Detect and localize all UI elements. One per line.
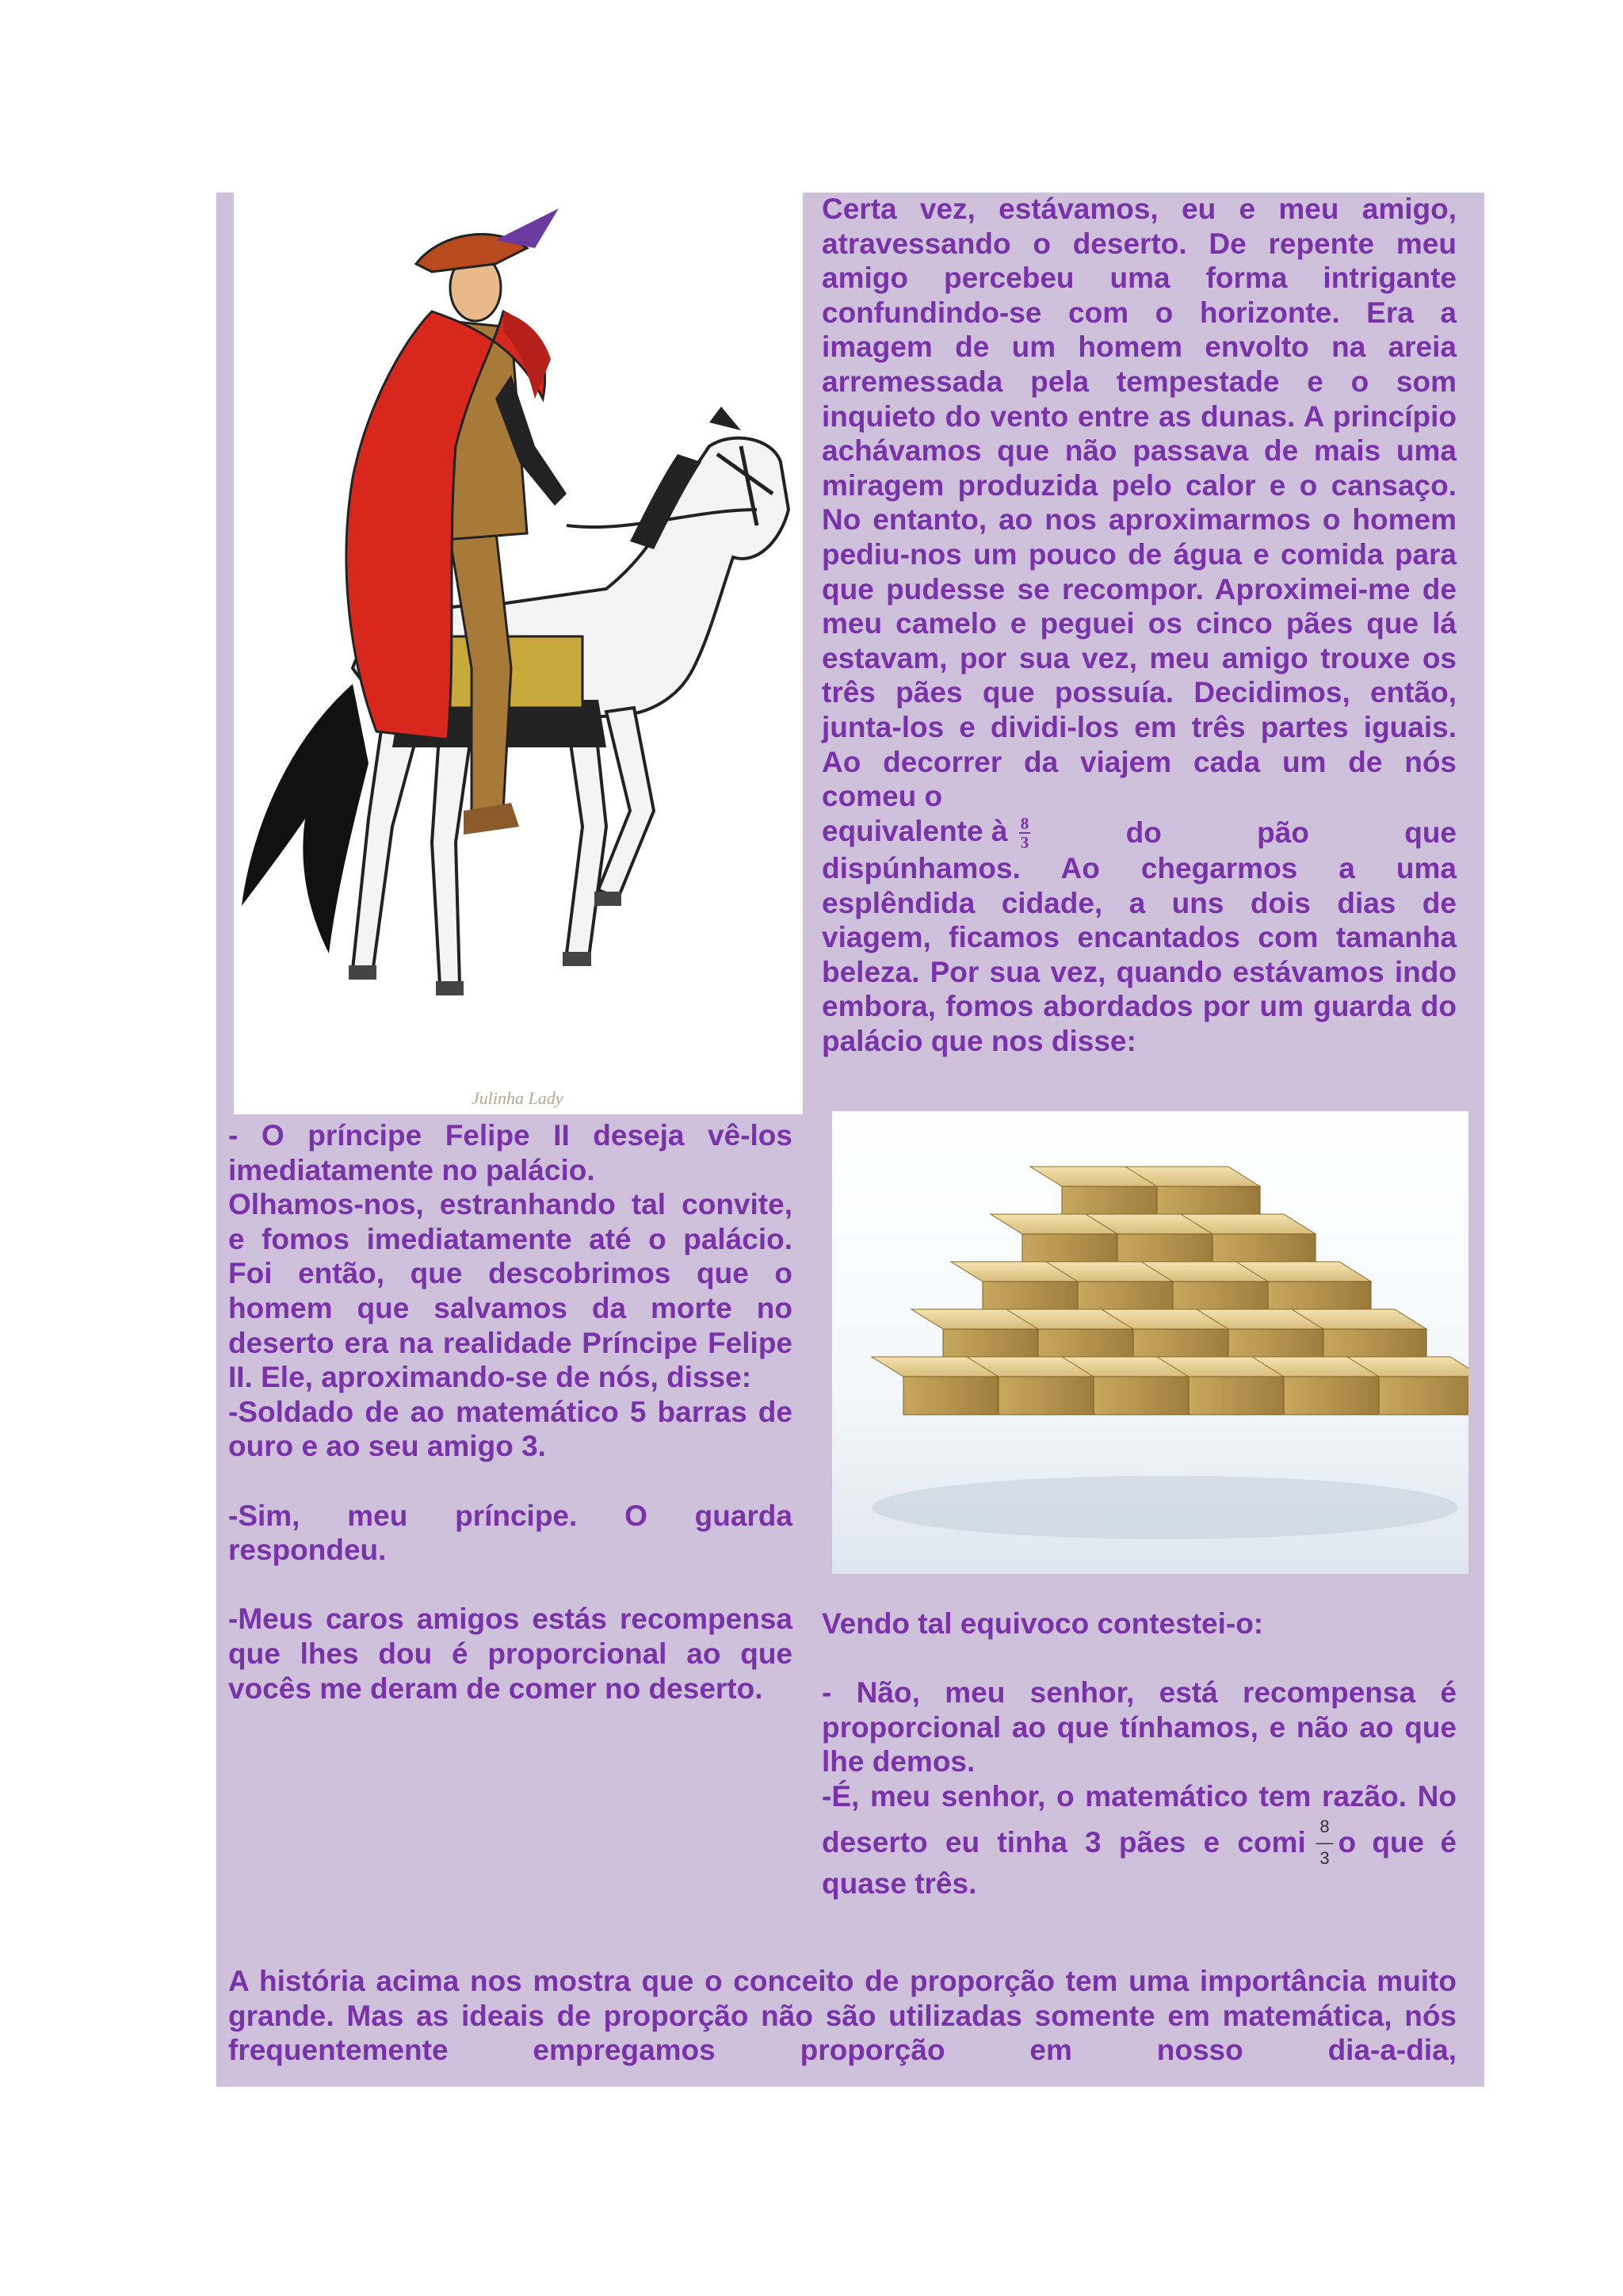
- prince-reward: -Meus caros amigos estás recompensa que lhes dou é proporcional ao que vocês me deram de comer no deserto.: [228, 1603, 792, 1705]
- gold-bars-image: [832, 1111, 1468, 1574]
- gold-bar-front: [903, 1377, 1006, 1415]
- prince-on-horse-illustration: [234, 193, 803, 1114]
- fraction-line: equivalente à $\frac{8}{3}$ do pão que: [822, 813, 1457, 852]
- guard-message: - O príncipe Felipe II deseja vê-los imediatamente no palácio.: [228, 1119, 792, 1186]
- gold-bar-front: [1094, 1377, 1197, 1415]
- vertical-fraction-8-3: 8 — 3: [1316, 1816, 1334, 1868]
- story-continuation: dispúnhamos. Ao chegarmos a uma esplêndida cidade, a uns dois dias de viagem, ficamos encantados com tamanha beleza. Por sua vez, quando estávamos indo embora, fomos abordados por um guarda do palácio que nos disse:: [822, 851, 1457, 1057]
- left-column-text: [228, 1118, 792, 1706]
- gold-bars-drawing: [832, 1111, 1468, 1574]
- story-paragraph: Certa vez, estávamos, eu e meu amigo, atravessando o deserto. De repente meu amigo percebeu uma forma intrigante confundindo-se com o horizonte. Era a imagem de um homem envolto na areia arremessada pela tempestade e o som inquieto do vento entre as dunas. A princípio achávamos que não passava de mais uma miragem produzida pelo calor e o cansaço. No entanto, ao nos aproximarmos o homem pediu-nos um pouco de água e comida para que pudesse se recompor. Aproximei-me de meu camelo e peguei os cinco pães que lá estavam, por sua vez, meu amigo trouxe os três pães que possuía. Decidimos, então, junta-los e dividi-los em três partes iguais. Ao decorrer da viajem cada um de nós comeu o: [822, 193, 1457, 813]
- fraction-prefix: equivalente à $\frac{8}{3}$: [822, 813, 1029, 852]
- illustration-signature: Julinha Lady: [472, 1088, 563, 1108]
- right-column-text: [822, 1606, 1457, 1901]
- fraction-8-3: $\frac{8}{3}$: [1020, 813, 1029, 852]
- mathematician-reply: - Não, meu senhor, está recompensa é proporcional ao que tínhamos, e não ao que lhe demos.: [822, 1676, 1457, 1778]
- contest-line: Vendo tal equivoco contestei-o:: [822, 1607, 1264, 1640]
- story-top-text: [822, 192, 1457, 1058]
- gold-bar-front: [999, 1377, 1102, 1415]
- gold-bar-front: [1189, 1377, 1292, 1415]
- almost-three: quase três.: [822, 1866, 977, 1900]
- prince-horse-drawing: [234, 193, 803, 1114]
- gold-bar-front: [1379, 1377, 1468, 1415]
- fraction-line-2: deserto eu tinha 3 pães e comi 8 — 3 o que é: [822, 1816, 1457, 1868]
- bottom-paragraph: A história acima nos mostra que o conceito de proporção tem uma importância muito grande. Mas as ideais de proporção não são utilizadas somente em matemática, nós frequentemente empregamos proporção em nosso dia-a-dia,: [228, 1965, 1457, 2067]
- palace-paragraph: Olhamos-nos, estranhando tal convite, e fomos imediatamente até o palácio. Foi então, que descobrimos que o homem que salvamos da morte no deserto era na realidade Príncipe Felipe II. Ele, aproximando-se de nós, disse:: [228, 1188, 792, 1394]
- gold-bar-front: [1284, 1377, 1387, 1415]
- guard-reply: -Sim, meu príncipe. O guarda respondeu.: [228, 1499, 792, 1567]
- guard-agrees: -É, meu senhor, o matemático tem razão. No: [822, 1779, 1457, 1813]
- prince-order: -Soldado de ao matemático 5 barras de ouro e ao seu amigo 3.: [228, 1395, 792, 1463]
